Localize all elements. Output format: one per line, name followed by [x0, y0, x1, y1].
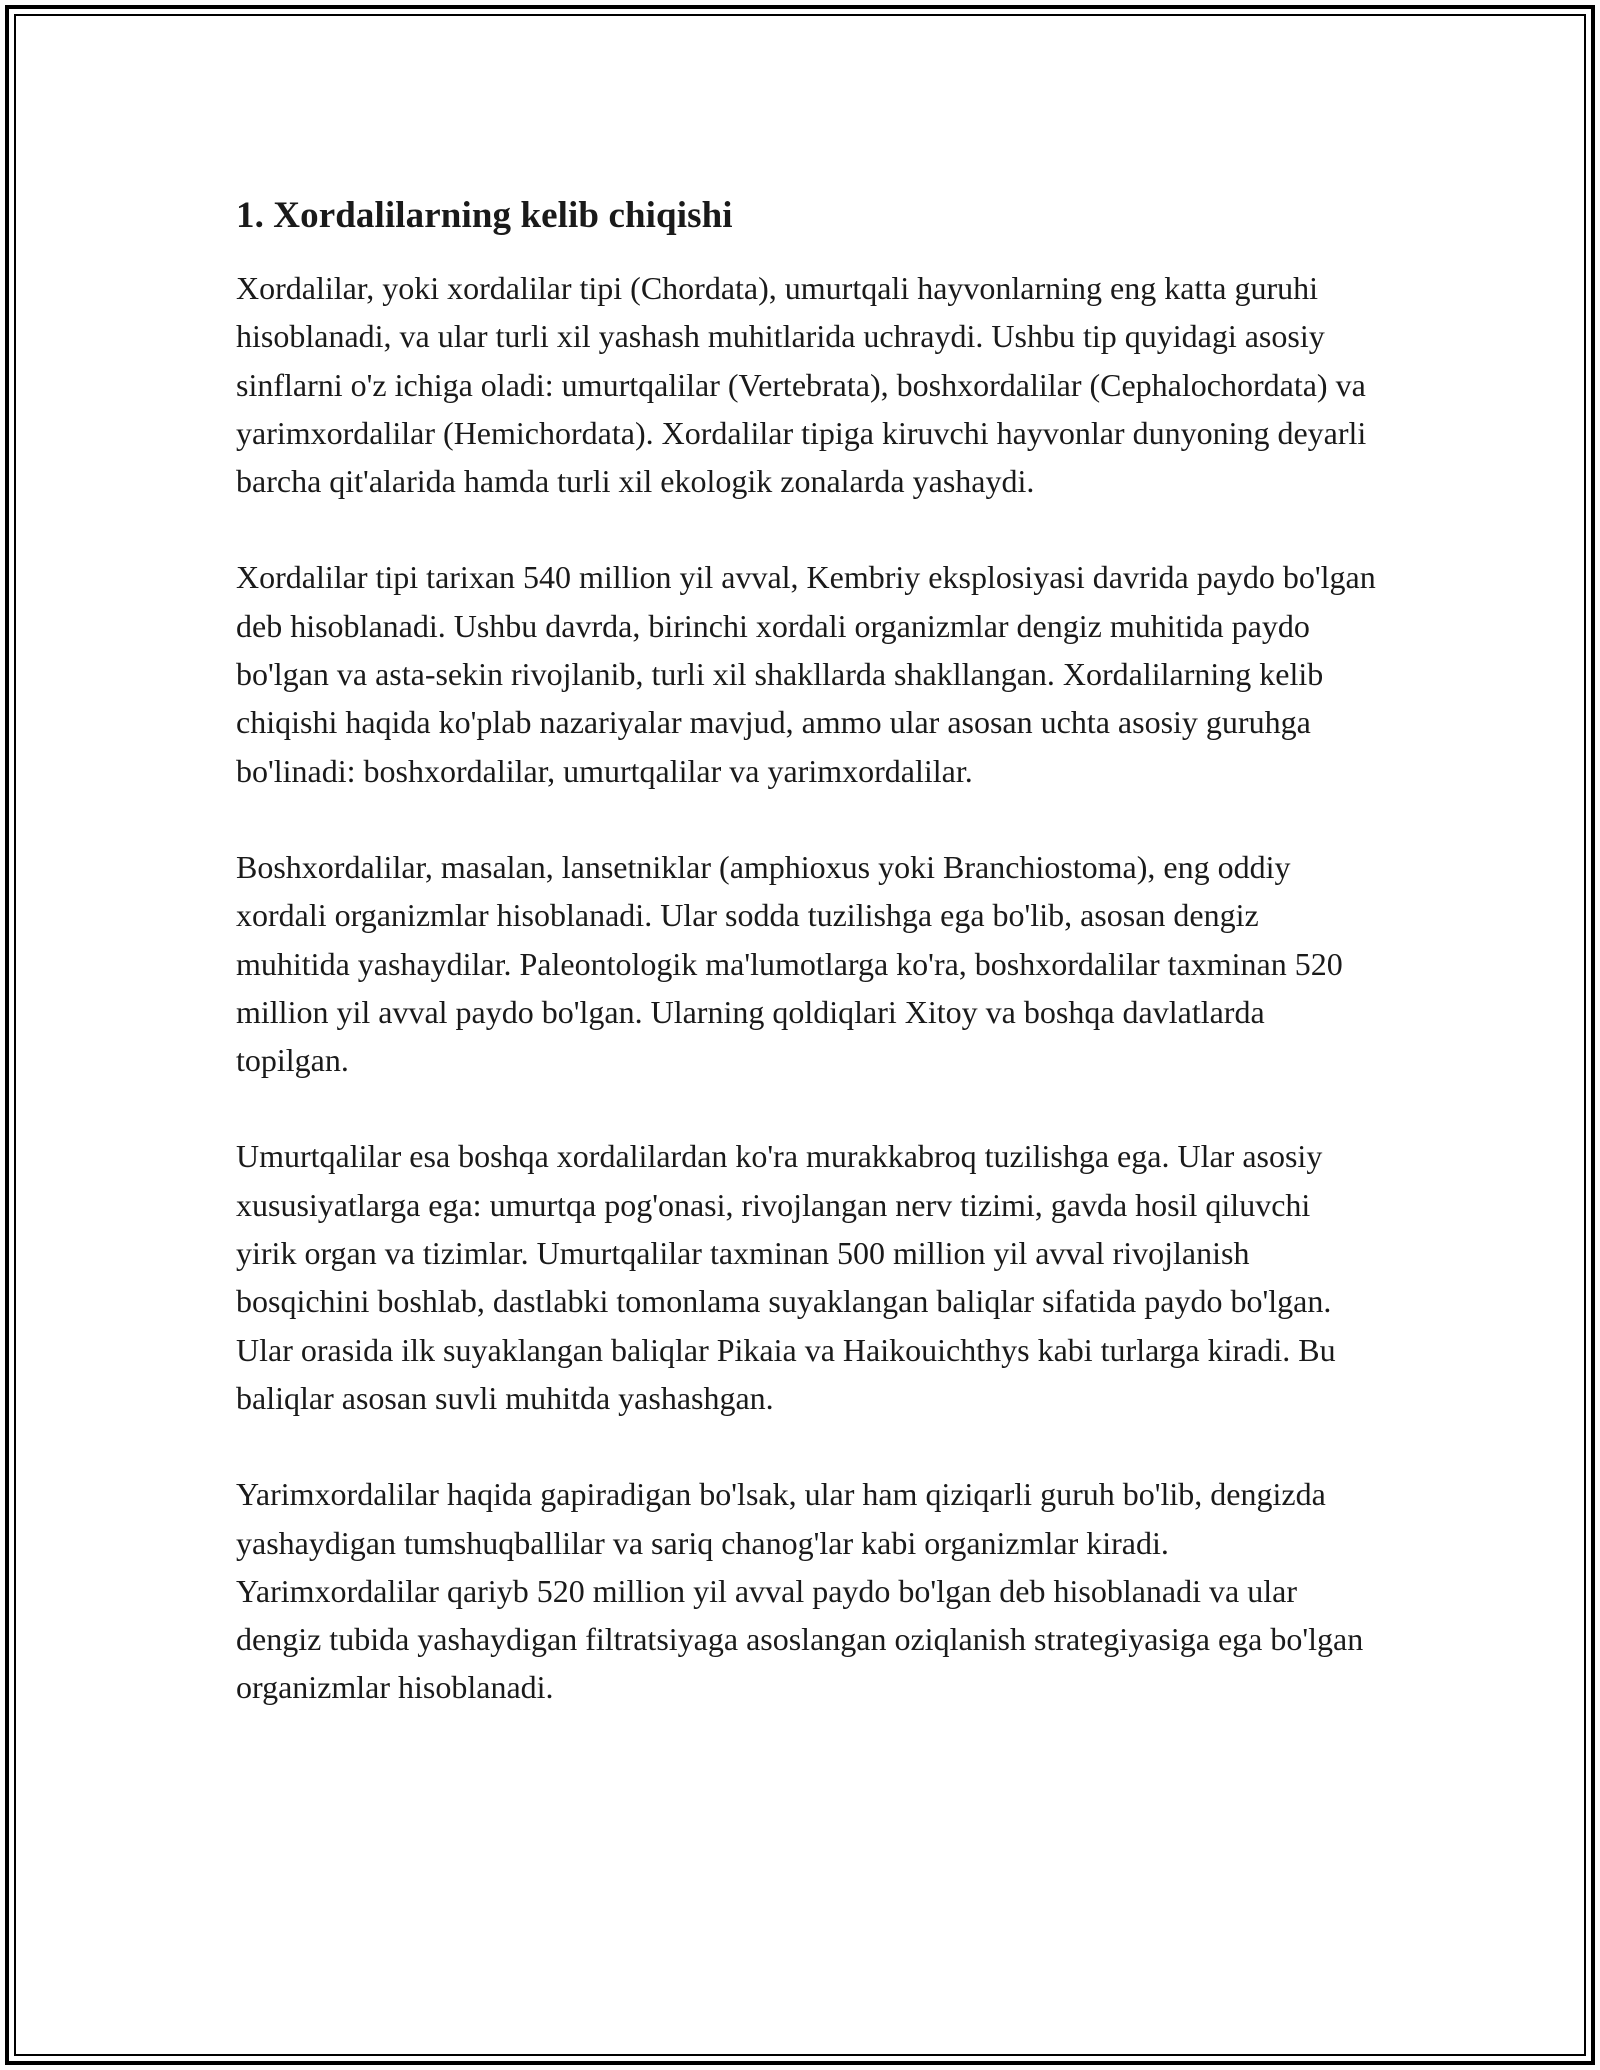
paragraph-cephalochordates: Boshxordalilar, masalan, lansetniklar (amphioxus yoki Branchiostoma), eng oddiy xordali organizmlar hisoblanadi. Ular sodda tuzilishga ega bo'lib, asosan dengiz muhitida yashaydilar. Paleontologik ma'lumotlarga ko'ra, boshxordalilar taxminan 520 million yil avval paydo bo'lgan. Ularning qoldiqlari Xitoy va boshqa davlatlarda topilgan. — [236, 848, 1343, 1079]
section-heading: 1. Xordalilarning kelib chiqishi — [236, 195, 733, 236]
paragraph-vertebrates: Umurtqalilar esa boshqa xordalilardan ko'ra murakkabroq tuzilishga ega. Ular asosiy xususiyatlarga ega: umurtqa pog'onasi, rivojlangan nerv tizimi, gavda hosil qiluvchi yirik organ va tizimlar. Umurtqalilar taxminan 500 million yil avval rivojlanish bosqichini boshlab, dastlabki tomonlama suyaklangan baliqlar sifatida paydo bo'lgan. Ular orasida ilk suyaklangan baliqlar Pikaia va Haikouichthys kabi turlarga kiradi. Bu baliqlar asosan suvli muhitda yashashgan. — [236, 1138, 1336, 1416]
document-body — [236, 190, 1376, 1760]
paragraph-hemichordates: Yarimxordalilar haqida gapiradigan bo'lsak, ular ham qiziqarli guruh bo'lib, dengizda yashaydigan tumshuqballilar va sariq chanog'lar kabi organizmlar kiradi. Yarimxordalilar qariyb 520 million yil avval paydo bo'lgan deb hisoblanadi va ular dengiz tubida yashaydigan filtratsiyaga asoslangan oziqlanish strategiyasiga ega bo'lgan organizmlar hisoblanadi. — [236, 1476, 1364, 1706]
paragraph-origin: Xordalilar tipi tarixan 540 million yil avval, Kembriy eksplosiyasi davrida paydo bo'lgan deb hisoblanadi. Ushbu davrda, birinchi xordali organizmlar dengiz muhitida paydo bo'lgan va asta-sekin rivojlanib, turli xil shakllarda shakllangan. Xordalilarning kelib chiqishi haqida ko'plab nazariyalar mavjud, ammo ular asosan uchta asosiy guruhga bo'linadi: boshxordalilar, umurtqalilar va yarimxordalilar. — [236, 559, 1376, 789]
paragraph-intro: Xordalilar, yoki xordalilar tipi (Chordata), umurtqali hayvonlarning eng katta guruhi hisoblanadi, va ular turli xil yashash muhitlarida uchraydi. Ushbu tip quyidagi asosiy sinflarni o'z ichiga oladi: umurtqalilar (Vertebrata), boshxordalilar (Cephalochordata) va yarimxordalilar (Hemichordata). Xordalilar tipiga kiruvchi hayvonlar dunyoning deyarli barcha qit'alarida hamda turli xil ekologik zonalarda yashaydi. — [236, 270, 1367, 500]
